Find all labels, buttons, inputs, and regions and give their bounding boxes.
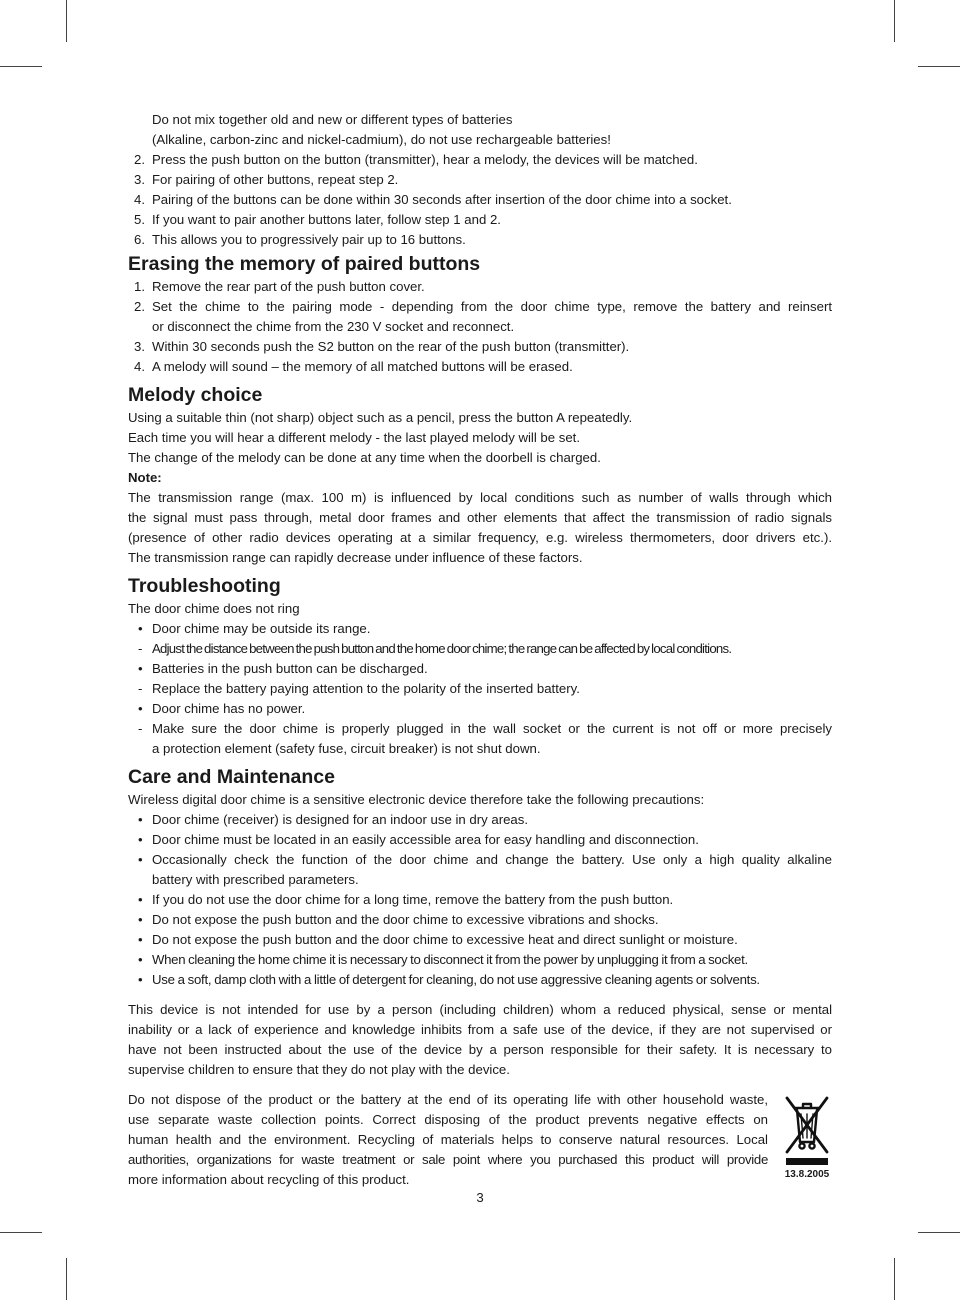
crop-mark bbox=[918, 66, 960, 67]
list-item bbox=[128, 970, 832, 990]
paragraph-line: human health and the environment. Recycling of materials helps to conserve natural resources. Local bbox=[128, 1132, 768, 1147]
disposal-paragraph bbox=[128, 1090, 768, 1190]
troubleshooting-intro: The door chime does not ring bbox=[128, 601, 300, 616]
list-item bbox=[128, 619, 832, 639]
list-item bbox=[128, 699, 832, 719]
pairing-step bbox=[128, 170, 832, 190]
crop-mark bbox=[0, 66, 42, 67]
step-number: 2. bbox=[134, 152, 145, 167]
list-item bbox=[128, 910, 832, 930]
crop-mark bbox=[894, 1258, 895, 1300]
item-text: Make sure the door chime is properly plugged in the wall socket or the current is not off or more precisely bbox=[152, 721, 832, 736]
bullet: • bbox=[138, 852, 143, 867]
document-page bbox=[128, 110, 832, 1190]
note-label: Note: bbox=[128, 470, 162, 485]
erasing-step bbox=[128, 277, 832, 297]
item-text: Door chime must be located in an easily accessible area for easy handling and disconnection. bbox=[152, 832, 699, 847]
bullet: • bbox=[138, 832, 143, 847]
list-item bbox=[128, 930, 832, 950]
item-text: Door chime may be outside its range. bbox=[152, 621, 371, 636]
step-text: Within 30 seconds push the S2 button on the rear of the push button (transmitter). bbox=[152, 339, 630, 354]
pairing-step bbox=[128, 210, 832, 230]
item-text: Door chime (receiver) is designed for an indoor use in dry areas. bbox=[152, 812, 529, 827]
step-number: 6. bbox=[134, 232, 145, 247]
step-text: Set the chime to the pairing mode - depending from the door chime type, remove the battery and reinsert bbox=[152, 299, 832, 314]
bullet: • bbox=[138, 952, 143, 967]
dash: - bbox=[138, 721, 143, 736]
list-item bbox=[128, 850, 832, 870]
pairing-step bbox=[128, 150, 832, 170]
step-text: If you want to pair another buttons later, follow step 1 and 2. bbox=[152, 212, 501, 227]
dash: - bbox=[138, 681, 143, 696]
section-heading-erasing: Erasing the memory of paired buttons bbox=[128, 253, 481, 275]
paragraph-line: Do not dispose of the product or the battery at the end of its operating life with other household waste, bbox=[128, 1092, 768, 1107]
list-item-continued: a protection element (safety fuse, circuit breaker) is not shut down. bbox=[152, 741, 541, 756]
bullet: • bbox=[138, 661, 143, 676]
item-text: Batteries in the push button can be discharged. bbox=[152, 661, 428, 676]
step-text: A melody will sound – the memory of all matched buttons will be erased. bbox=[152, 359, 573, 374]
erasing-step-continued: or disconnect the chime from the 230 V socket and reconnect. bbox=[152, 319, 515, 334]
list-item bbox=[128, 950, 832, 970]
paragraph-line: use separate waste collection points. Correct disposing of the product prevents negative effects on bbox=[128, 1112, 768, 1127]
step-text: Press the push button on the button (transmitter), hear a melody, the devices will be matched. bbox=[152, 152, 698, 167]
crop-mark bbox=[0, 1232, 42, 1233]
bullet: • bbox=[138, 701, 143, 716]
section-heading-care: Care and Maintenance bbox=[128, 766, 335, 788]
erasing-step bbox=[128, 337, 832, 357]
step-text: This allows you to progressively pair up to 16 buttons. bbox=[152, 232, 466, 247]
bullet: • bbox=[138, 812, 143, 827]
step-number: 4. bbox=[134, 192, 145, 207]
item-text: When cleaning the home chime it is necessary to disconnect it from the power by unplugging it from a socket. bbox=[152, 952, 748, 967]
item-text: Occasionally check the function of the door chime and change the battery. Use only a high quality alkaline bbox=[152, 852, 832, 867]
melody-line: Using a suitable thin (not sharp) object such as a pencil, press the button A repeatedly. bbox=[128, 410, 633, 425]
item-text: If you do not use the door chime for a long time, remove the battery from the push button. bbox=[152, 892, 674, 907]
note-line: (presence of other radio devices operating at a similar frequency, e.g. wireless thermometers, door drivers etc.). bbox=[128, 530, 832, 545]
item-text: Do not expose the push button and the door chime to excessive vibrations and shocks. bbox=[152, 912, 659, 927]
safety-paragraph bbox=[128, 1000, 832, 1080]
paragraph-line: more information about recycling of this product. bbox=[128, 1172, 410, 1187]
item-text: Adjust the distance between the push button and the home door chime; the range can be affected by local conditions. bbox=[152, 641, 732, 656]
bullet: • bbox=[138, 621, 143, 636]
step-number: 4. bbox=[134, 359, 145, 374]
step-number: 3. bbox=[134, 172, 145, 187]
erasing-step bbox=[128, 297, 832, 317]
paragraph-line: authorities, organizations for waste treatment or sale point where you purchased this product will provide bbox=[128, 1152, 768, 1167]
bullet: • bbox=[138, 932, 143, 947]
step-text: Remove the rear part of the push button cover. bbox=[152, 279, 425, 294]
step-number: 5. bbox=[134, 212, 145, 227]
step-number: 1. bbox=[134, 279, 145, 294]
step-text: Pairing of the buttons can be done within 30 seconds after insertion of the door chime into a socket. bbox=[152, 192, 732, 207]
step-number: 2. bbox=[134, 299, 145, 314]
list-item-continued: battery with prescribed parameters. bbox=[152, 872, 359, 887]
section-heading-troubleshooting: Troubleshooting bbox=[128, 575, 281, 597]
crop-mark bbox=[66, 0, 67, 42]
list-item bbox=[128, 679, 832, 699]
page-number: 3 bbox=[476, 1190, 484, 1205]
step-text: For pairing of other buttons, repeat step 2. bbox=[152, 172, 399, 187]
crop-mark bbox=[918, 1232, 960, 1233]
list-item bbox=[128, 830, 832, 850]
note-line: the signal must pass through, metal door frames and other elements that affect the transmission of radio signals bbox=[128, 510, 832, 525]
pairing-step bbox=[128, 230, 832, 250]
care-intro: Wireless digital door chime is a sensitive electronic device therefore take the following precautions: bbox=[128, 792, 705, 807]
note-line: The transmission range can rapidly decrease under influence of these factors. bbox=[128, 550, 583, 565]
erasing-step bbox=[128, 357, 832, 377]
melody-line: The change of the melody can be done at any time when the doorbell is charged. bbox=[128, 450, 601, 465]
pairing-step bbox=[128, 190, 832, 210]
intro-line: Do not mix together old and new or different types of batteries bbox=[152, 112, 513, 127]
weee-bar bbox=[786, 1158, 828, 1165]
section-heading-melody: Melody choice bbox=[128, 384, 263, 406]
paragraph-line: This device is not intended for use by a person (including children) whom a reduced physical, sense or mental bbox=[128, 1002, 832, 1017]
note-line: The transmission range (max. 100 m) is influenced by local conditions such as number of walls through which bbox=[128, 490, 832, 505]
item-text: Door chime has no power. bbox=[152, 701, 306, 716]
bullet: • bbox=[138, 892, 143, 907]
paragraph-line: supervise children to ensure that they do not play with the device. bbox=[128, 1062, 510, 1077]
intro-line: (Alkaline, carbon-zinc and nickel-cadmium), do not use rechargeable batteries! bbox=[152, 132, 611, 147]
item-text: Replace the battery paying attention to the polarity of the inserted battery. bbox=[152, 681, 580, 696]
crop-mark bbox=[894, 0, 895, 42]
list-item bbox=[128, 639, 832, 659]
crop-mark bbox=[66, 1258, 67, 1300]
list-item bbox=[128, 659, 832, 679]
crossed-bin-icon bbox=[781, 1092, 833, 1156]
list-item bbox=[128, 810, 832, 830]
weee-date: 13.8.2005 bbox=[784, 1169, 830, 1180]
bullet: • bbox=[138, 912, 143, 927]
paragraph-line: inability or a lack of experience and knowledge inhibits from a safe use of the device, if they are not supervised or bbox=[128, 1022, 832, 1037]
bullet: • bbox=[138, 972, 143, 987]
list-item bbox=[128, 719, 832, 739]
item-text: Use a soft, damp cloth with a little of detergent for cleaning, do not use aggressive cleaning agents or solvents. bbox=[152, 972, 760, 987]
dash: - bbox=[138, 641, 143, 656]
list-item bbox=[128, 890, 832, 910]
step-number: 3. bbox=[134, 339, 145, 354]
melody-line: Each time you will hear a different melody - the last played melody will be set. bbox=[128, 430, 581, 445]
paragraph-line: have not been instructed about the use of the device by a person responsible for their safety. It is necessary to bbox=[128, 1042, 832, 1057]
item-text: Do not expose the push button and the door chime to excessive heat and direct sunlight or moisture. bbox=[152, 932, 738, 947]
